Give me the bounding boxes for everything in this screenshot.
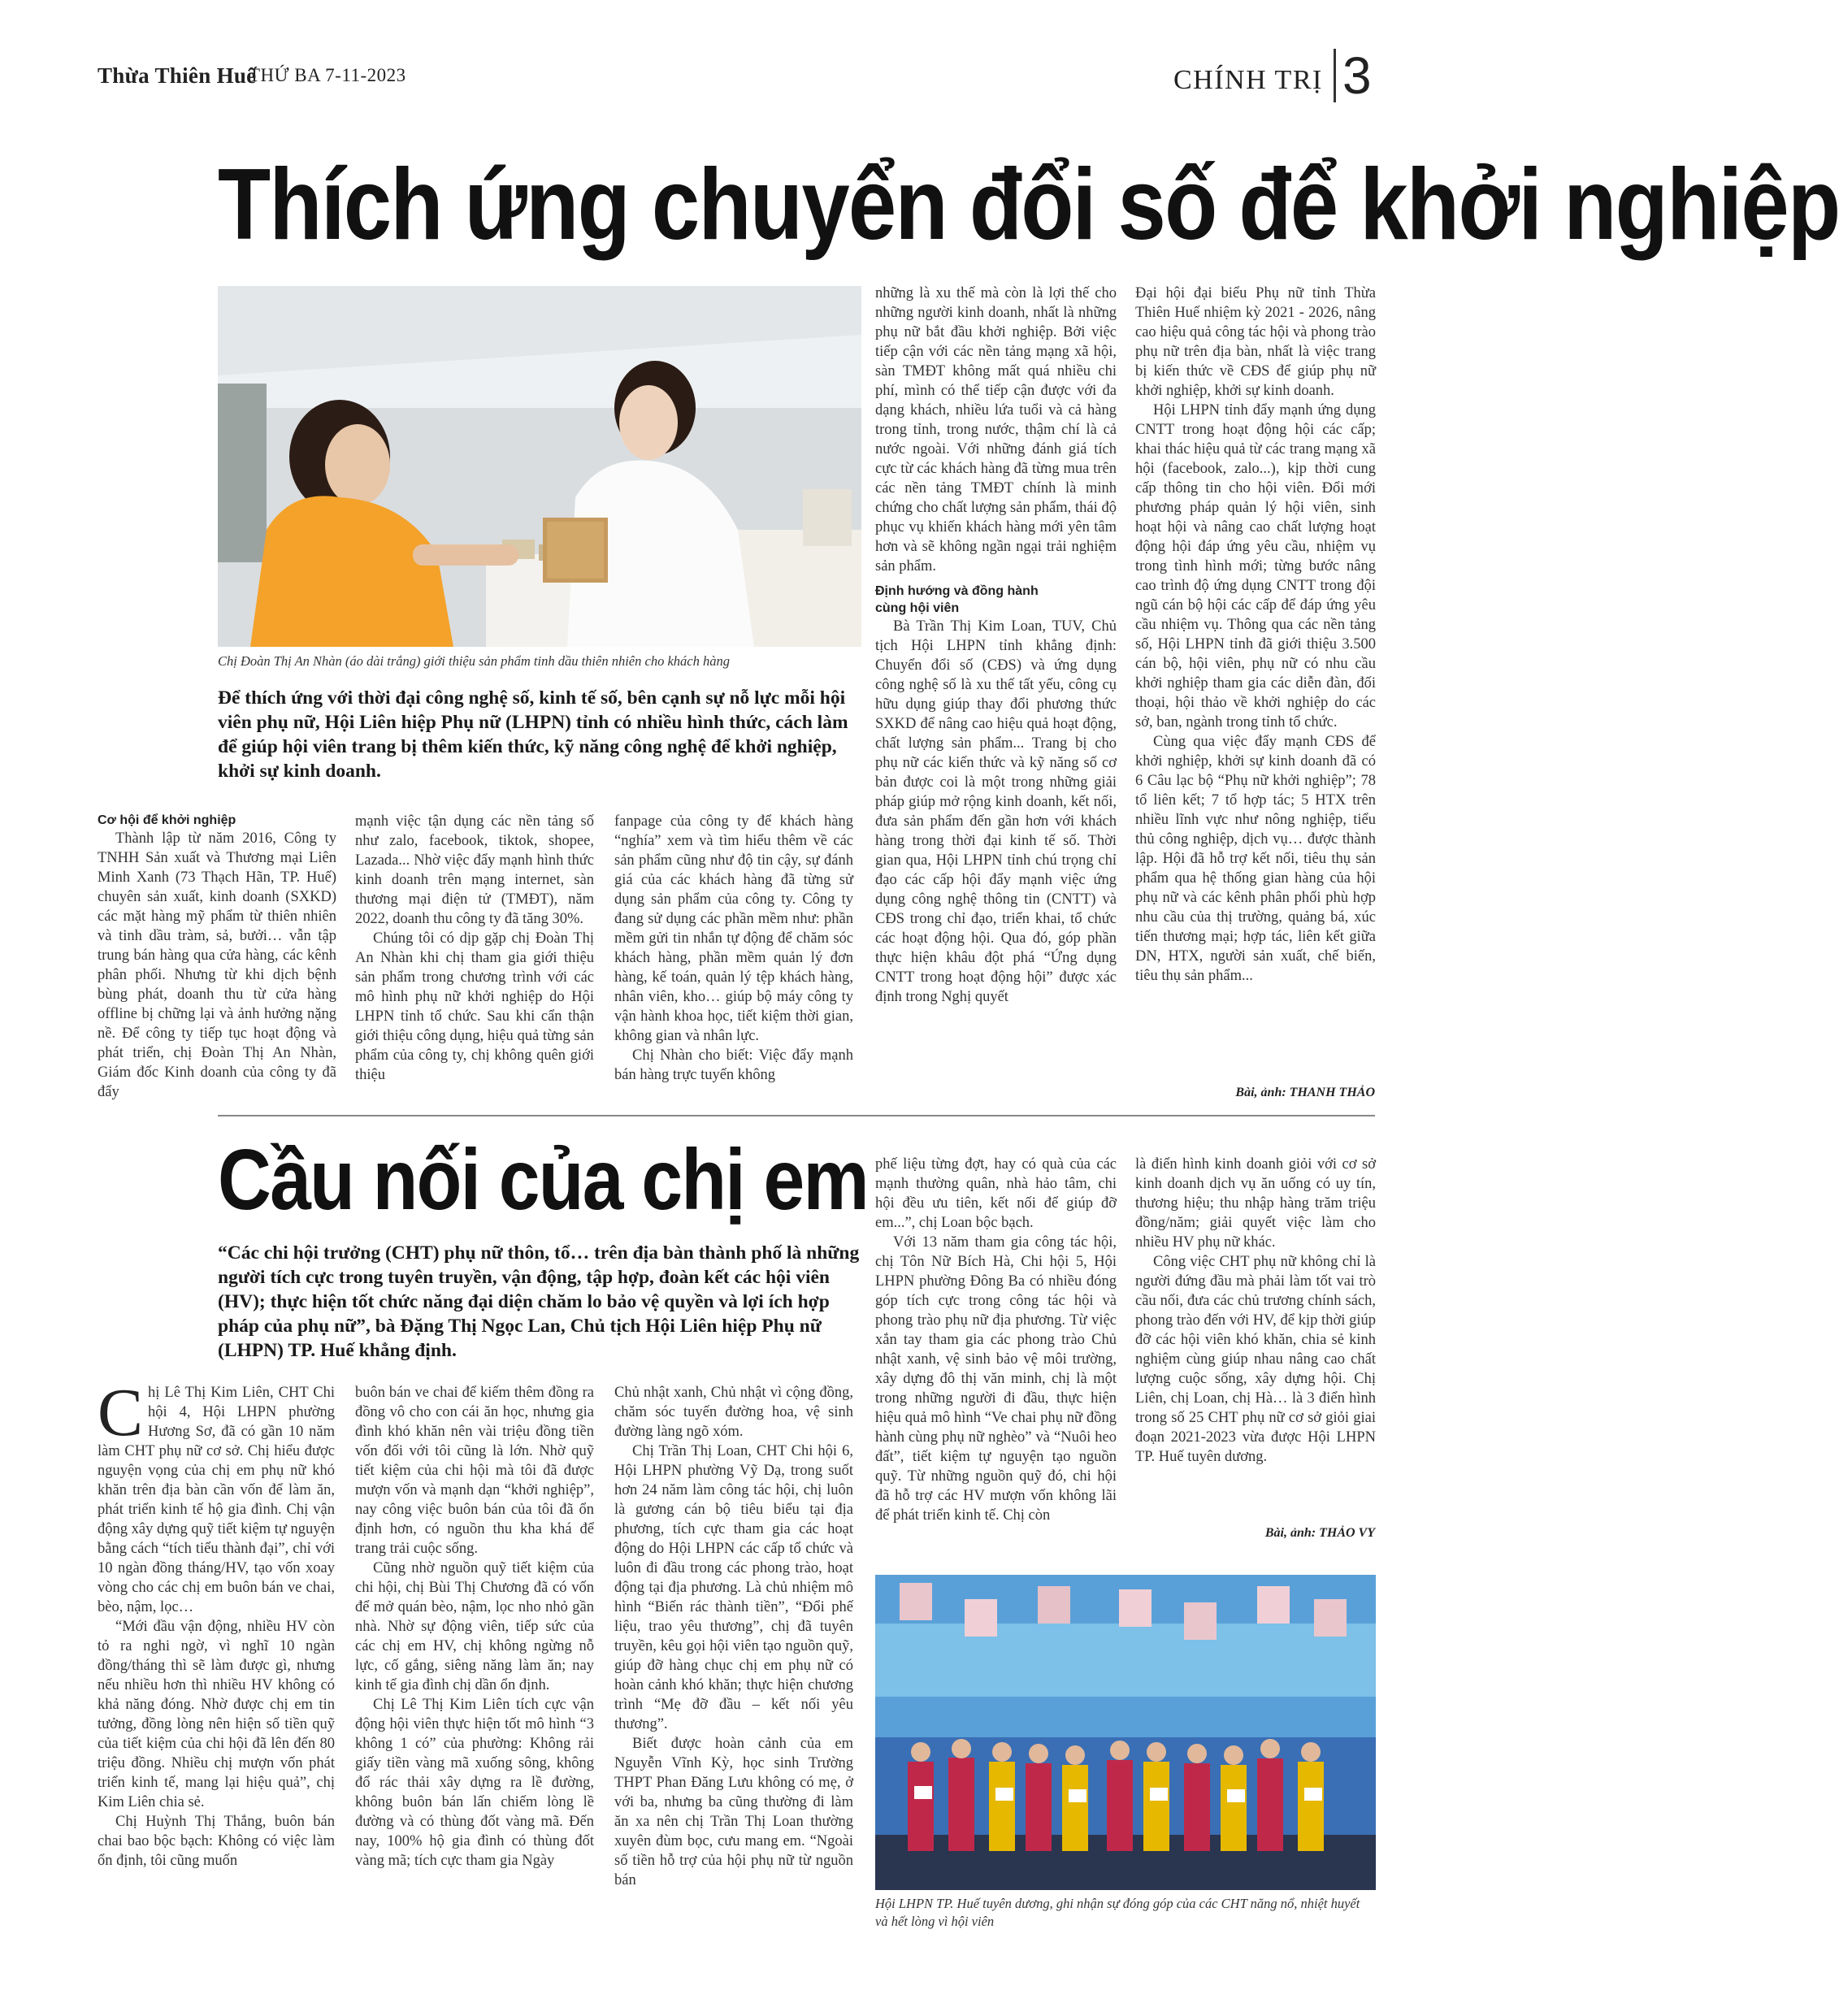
article1-paragraph: Bà Trần Thị Kim Loan, TUV, Chủ tịch Hội LHPN tỉnh khẳng định: Chuyển đổi số (CĐS) và ứng dụng công nghệ số là xu thế tất yếu, công cụ hữu dụng giúp thay đổi phương thức SXKD để nâng cao hiệu quả hoạt động, chất lượng sản phẩm... Trang bị cho phụ nữ các kiến thức và kỹ năng số cơ bản được coi là một trong những giải pháp giúp mở rộng kinh doanh, kết nối, đưa sản phẩm đến gần hơn với khách hàng trong thời đại kinh tế số. Thời gian qua, Hội LHPN tỉnh chú trọng chỉ đạo các cấp hội đẩy mạnh việc ứng dụng công nghệ thông tin (CNTT) và CĐS trong chỉ đạo, triển khai, tổ chức các hoạt động hội. Qua đó, góp phần thực hiện khâu đột phá “Ứng dụng CNTT trong hoạt động hội” được xác định trong Nghị quyết [875,618,1117,1005]
article1-headline: Thích ứng chuyển đổi số để khởi nghiệp [218,149,1839,261]
article2-paragraph: Với 13 năm tham gia công tác hội, chị Tôn Nữ Bích Hà, Chi hội 5, Hội LHPN phường Đông Ba có nhiều đóng góp tích cực trong công tác hội và phong trào phụ nữ địa phương. Từ việc xắn tay tham gia các phong trào Chủ nhật xanh, vệ sinh bảo vệ môi trường, xây dựng đô thị văn minh, chị là một trong những người đi đầu, thực hiện hiệu quả mô hình “Ve chai phụ nữ đồng hành cùng phụ nữ nghèo” và “Nuôi heo đất”, tiết kiệm tự nguyện tạo nguồn quỹ. Từ những nguồn quỹ đó, chi hội đã hỗ trợ các HV mượn vốn không lãi để phát triển kinh tế. Chị còn [875,1234,1117,1524]
article2-paragraph: hị Lê Thị Kim Liên, CHT Chi hội 4, Hội LHPN phường Hương Sơ, đã có gần 10 năm làm CHT phụ nữ cơ sở. Chị hiểu được nguyện vọng của chị em phụ nữ khó khăn trên địa bàn cần vốn để làm ăn, phát triển kinh tế hộ gia đình. Chị vận động xây dựng quỹ tiết kiệm tự nguyện bằng cách “tích tiểu thành đại”, chỉ với 10 ngàn đồng tháng/HV, tạo vốn xoay vòng cho các chị em buôn bán ve chai, bèo, nậm, lọc… [98,1385,335,1615]
article2-paragraph: Chị Trần Thị Loan, CHT Chi hội 6, Hội LHPN phường Vỹ Dạ, trong suốt hơn 24 năm làm công tác hội, chị luôn là gương cán bộ tiêu biểu tại địa phương, tích cực tham gia các hoạt động do Hội LHPN các cấp tổ chức và luôn đi đầu trong các phong trào, hoạt động tại địa phương. Là chủ nhiệm mô hình “Biến rác thành tiền”, “Đổi phế liệu, trao yêu thương”, chị đã tuyên truyền, kêu gọi hội viên tạo nguồn quỹ, giúp đỡ hàng chục chị em phụ nữ có hoàn cảnh khó khăn; thực hiện chương trình “Mẹ đỡ đầu – kết nối yêu thương”. [614,1443,853,1732]
article2-photo [875,1575,1376,1890]
article2-column-4 [875,1155,1117,1525]
article1-paragraph: Cùng qua việc đẩy mạnh CĐS để khởi nghiệp, khởi sự kinh doanh đã có 6 Câu lạc bộ “Phụ nữ khởi nghiệp”; 78 tổ liên kết; 7 tổ hợp tác; 5 HTX trên nhiều lĩnh vực như nông nghiệp, tiểu thủ công nghiệp, dịch vụ… được thành lập. Hội đã hỗ trợ kết nối, tiêu thụ sản phẩm qua hệ thống gian hàng của hội phụ nữ và các kênh phân phối phù hợp nhu cầu của thị trường, quảng bá, xúc tiến thương mại; hợp tác, liên kết giữa DN, HTX, người sản xuất, chế biến, tiêu thụ sản phẩm... [1135,734,1376,984]
article2-column-3 [614,1383,853,1890]
article2-column-2 [355,1383,594,1871]
article2-headline: Cầu nối của chị em [218,1132,868,1228]
article2-paragraph: Chị Lê Thị Kim Liên tích cực vận động hội viên thực hiện tốt mô hình “3 không 1 có” của phường: Không rải giấy tiền vàng mã xuống sông, không đổ rác thải xây dựng ra lề đường, không buôn bán lấn chiếm lòng lề đường và có thùng đốt vàng mã. Đến nay, 100% hộ gia đình có thùng đốt vàng mã; tích cực tham gia Ngày [355,1697,594,1869]
article2-paragraph: Chủ nhật xanh, Chủ nhật vì cộng đồng, chăm sóc tuyến đường hoa, vệ sinh đường làng ngõ xóm. [614,1385,853,1440]
article1-paragraph: fanpage của công ty để khách hàng “nghía” xem và tìm hiểu thêm về các sản phẩm cũng như độ tin cậy, sự đánh giá của các khách hàng đã từng sử dụng sản phẩm của công ty. Công ty đang sử dụng các phần mềm như: phần mềm gửi tin nhắn tự động để chăm sóc khách hàng, phần mềm quản lý đơn hàng, kế toán, quản lý tệp khách hàng, nhân viên, kho… giúp bộ máy công ty vận hành khoa học, tiết kiệm thời gian, không gian và nhân lực. [614,813,853,1044]
article1-subhead-opportunity: Cơ hội để khởi nghiệp [98,813,236,827]
article1-paragraph: Đại hội đại biểu Phụ nữ tỉnh Thừa Thiên Huế nhiệm kỳ 2021 - 2026, nâng cao hiệu quả công tác hội và phong trào phụ nữ trên địa bàn, nhất là việc trang bị kiến thức về CĐS để giúp phụ nữ khởi nghiệp, khởi sự kinh doanh. [1135,285,1376,399]
article1-paragraph: Hội LHPN tỉnh đẩy mạnh ứng dụng CNTT trong hoạt động hội các cấp; khai thác hiệu quả từ các trang mạng xã hội (facebook, zalo...), kịp thời cung cấp thông tin cho hội viên. Đổi mới phương pháp quản lý hội viên, sinh hoạt hội và nâng cao chất lượng hoạt động hội đáp ứng yêu cầu, nhiệm vụ trong tình hình mới; từng bước nâng cao trình độ ứng dụng CNTT trong đội ngũ cán bộ hội các cấp để đáp ứng yêu cầu nhiệm vụ. Thông qua các nền tảng số, Hội LHPN tỉnh đã giới thiệu 3.500 cán bộ, hội viên, phụ nữ có nhu cầu khởi nghiệp tham gia các diễn đàn, đối thoại, hội thảo về khởi nghiệp do các sở, ban, ngành trong tỉnh tổ chức. [1135,402,1376,731]
masthead: Thừa Thiên Huế [98,63,257,88]
article2-paragraph: Cũng nhờ nguồn quỹ tiết kiệm của chi hội, chị Bùi Thị Chương đã có vốn để mở quán bèo, nậm, lọc nho nhỏ gần nhà. Nhờ sự động viên, tiếp sức của các chị em HV, chị không ngừng nỗ lực, cố gắng, siêng năng làm ăn; nay kinh tế gia đình chị dần ổn định. [355,1560,594,1693]
article1-paragraph: những là xu thế mà còn là lợi thế cho những người kinh doanh, nhất là những phụ nữ bắt đầu khởi nghiệp. Bởi việc tiếp cận với các nền tảng mạng xã hội, sàn TMĐT không mất quá nhiều chi phí, mình có thể tiếp cận được với đa dạng khách, nhiều lứa tuổi và cả hàng trong tỉnh, trong nước, thậm chí là cả nước ngoài. Với những đánh giá tích cực từ các khách hàng đã từng mua trên các nền tảng TMĐT chính là minh chứng cho chất lượng sản phẩm, thái độ phục vụ khiến khách hàng mới yên tâm hơn và sẽ không ngần ngại trải nghiệm sản phẩm. [875,285,1117,574]
article1-column-4 [875,284,1117,1007]
article2-column-5 [1135,1155,1376,1467]
article2-paragraph: là điển hình kinh doanh giỏi với cơ sở kinh doanh dịch vụ ăn uống có uy tín, thương hiệu; thu nhập hàng trăm triệu đồng/năm; giải quyết việc làm cho nhiều HV phụ nữ khác. [1135,1156,1376,1251]
article1-column-2 [355,812,594,1085]
article1-column-5 [1135,284,1376,986]
drop-cap: C [98,1375,144,1450]
article2-paragraph: Công việc CHT phụ nữ không chỉ là người đứng đầu mà phải làm tốt vai trò cầu nối, đưa các chủ trương chính sách, phong trào đến với HV, để kịp thời giúp đỡ các hội viên khó khăn, chia sẻ kinh nghiệm cùng giúp nhau nâng cao chất lượng cuộc sống, xây dựng hội. Chị Liên, chị Loan, chị Hà… là 3 điển hình trong số 25 CHT phụ nữ cơ sở giỏi giai đoạn 2021-2023 vừa được Hội LHPN TP. Huế tuyên dương. [1135,1254,1376,1465]
article1-paragraph: Chúng tôi có dịp gặp chị Đoàn Thị An Nhàn khi chị tham gia giới thiệu sản phẩm trong chương trình với các mô hình phụ nữ khởi nghiệp do Hội LHPN tỉnh tổ chức. Sau khi cẩn thận giới thiệu công dụng, hiệu quả từng sản phẩm của công ty, chị không quên giới thiệu [355,930,594,1083]
award-ceremony-image [875,1575,1376,1890]
article1-paragraph: Chị Nhàn cho biết: Việc đẩy mạnh bán hàng trực tuyến không [614,1047,853,1083]
issue-date: THỨ BA 7-11-2023 [249,65,406,85]
article2-column-1 [98,1375,335,1871]
article2-lede: “Các chi hội trưởng (CHT) phụ nữ thôn, tổ… trên địa bàn thành phố là những người tích cực trong tuyên truyền, vận động, tập hợp, đoàn kết các hội viên (HV); thực hiện tốt chức năng đại diện chăm lo bảo vệ quyền và lợi ích hợp pháp của phụ nữ”, bà Đặng Thị Ngọc Lan, Chủ tịch Hội Liên hiệp Phụ nữ (LHPN) TP. Huế khẳng định. [218,1242,860,1361]
article2-paragraph: phế liệu từng đợt, hay có quà của các mạnh thường quân, nhà hảo tâm, chi hội đều ưu tiên, kết nối để giúp đỡ em...”, chị Loan bộc bạch. [875,1156,1117,1231]
article1-subhead-orientation: Định hướng và đồng hành cùng hội viên [875,584,1039,615]
article1-paragraph: mạnh việc tận dụng các nền tảng số như zalo, facebook, tiktok, shopee, Lazada... Nhờ việc đẩy mạnh hình thức kinh doanh trên mạng internet, sàn thương mại điện tử (TMĐT), năm 2022, doanh thu công ty đã tăng 30%. [355,813,594,927]
article2-paragraph: “Mới đầu vận động, nhiều HV còn tỏ ra nghi ngờ, vì nghĩ 10 ngàn đồng/tháng thì sẽ làm được gì, nhưng nếu nhiều hơn thì nhiều HV không có khả năng đóng. Nhờ được chị em tin tưởng, đồng lòng nên hiện số tiền quỹ của tiết kiệm của chi hội đã lên đến 80 triệu đồng. Nhiều chị mượn vốn phát triển kinh tế, mang lại hiệu quả”, chị Kim Liên chia sẻ. [98,1619,335,1810]
section-divider [1334,49,1336,102]
article1-lede: Để thích ứng với thời đại công nghệ số, kinh tế số, bên cạnh sự nỗ lực mỗi hội viên phụ nữ, Hội Liên hiệp Phụ nữ (LHPN) tỉnh có nhiều hình thức, cách làm để giúp hội viên trang bị thêm kiến thức, kỹ năng công nghệ để khởi nghiệp, khởi sự kinh doanh. [218,687,848,782]
article1-column-3 [614,812,853,1085]
article1-byline: Bài, ảnh: THANH THẢO [1235,1086,1375,1099]
article1-photo [218,286,861,647]
article1-paragraph: Thành lập từ năm 2016, Công ty TNHH Sản xuất và Thương mại Liên Minh Xanh (73 Thạch Hãn, TP. Huế) chuyên sản xuất, kinh doanh (SXKD) các mặt hàng mỹ phẩm từ thiên nhiên và tinh dầu tràm, sả, bưởi… vẫn tập trung bán hàng qua cửa hàng, các kênh phân phối. Nhưng từ khi dịch bệnh bùng phát, doanh thu từ cửa hàng offline bị chững lại và ảnh hưởng nặng nề. Để công ty tiếp tục hoạt động và phát triển, chị Đoàn Thị An Nhàn, Giám đốc Kinh doanh của công ty đã đẩy [98,830,336,1100]
section-label: CHÍNH TRỊ [1173,65,1323,95]
article2-photo-caption: Hội LHPN TP. Huế tuyên dương, ghi nhận sự đóng góp của các CHT năng nổ, nhiệt huyết và hết lòng vì hội viên [875,1896,1360,1929]
article1-column-1 [98,812,336,1102]
article2-paragraph: Chị Huỳnh Thị Thắng, buôn bán chai bao bộc bạch: Không có việc làm ổn định, tôi cũng muốn [98,1814,335,1869]
article-divider [218,1115,1375,1116]
article2-byline: Bài, ảnh: THẢO VY [1264,1526,1375,1540]
vendor-booth-image [218,286,861,647]
article2-paragraph: buôn bán ve chai để kiếm thêm đồng ra đồng vô cho con cái ăn học, nhưng gia đình khó khăn nên vài triệu đồng tiền vốn đối với tôi cũng là lớn. Nhờ quỹ tiết kiệm của chi hội mà tôi đã được mượn vốn và mạnh dạn “khởi nghiệp”, nay công việc buôn bán của tôi đã ổn định hơn, có nguồn thu kha khá để trang trải cuộc sống. [355,1385,594,1557]
article2-paragraph: Biết được hoàn cảnh của em Nguyễn Vĩnh Kỳ, học sinh Trường THPT Phan Đăng Lưu không có mẹ, ở với ba, nhưng ba cũng thường đi làm ăn xa nên chị Trần Thị Loan thường xuyên đùm bọc, cưu mang em. “Ngoài số tiền hỗ trợ của hội phụ nữ từ nguồn bán [614,1736,853,1888]
page-number: 3 [1342,46,1372,105]
article1-photo-caption: Chị Đoàn Thị An Nhàn (áo dài trắng) giới thiệu sản phẩm tinh dầu thiên nhiên cho khách hàng [218,653,730,669]
